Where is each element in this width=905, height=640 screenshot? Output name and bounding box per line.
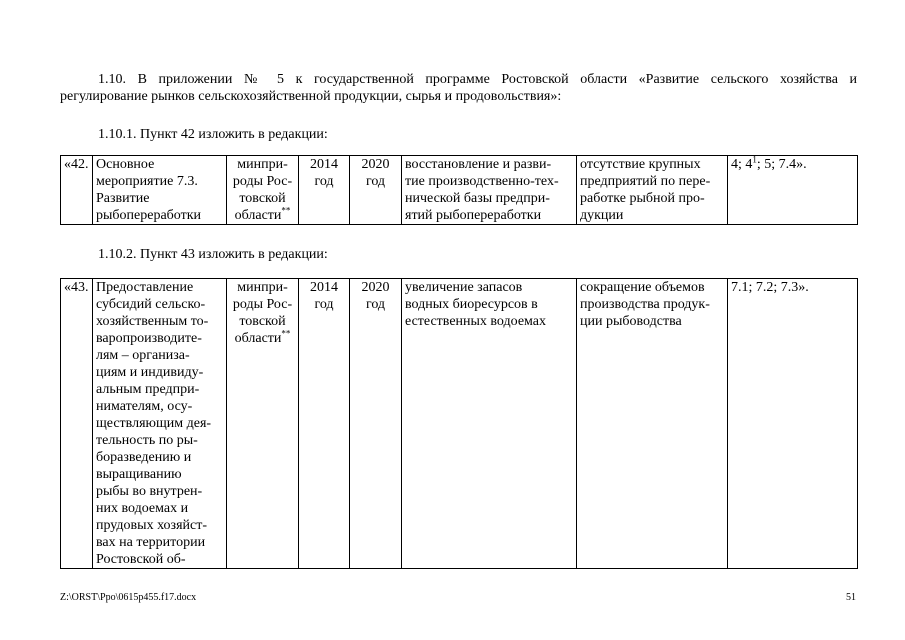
risk-consequence xyxy=(577,279,728,569)
measure-name xyxy=(93,279,227,569)
text-line: циям и индивиду- xyxy=(96,365,204,380)
section-heading-1: 1.10.1. Пункт 42 изложить в редакции: xyxy=(98,127,328,142)
text-line: ции рыбоводства xyxy=(580,314,682,329)
text-line: естественных водоемах xyxy=(405,314,547,329)
table-row xyxy=(61,156,858,225)
text-line: варопроизводите- xyxy=(96,331,202,346)
text-line: роды Рос- xyxy=(232,297,293,312)
text-line: год xyxy=(314,174,334,189)
footnote-mark: ** xyxy=(281,328,291,339)
expected-result xyxy=(402,279,577,569)
text-fragment: области xyxy=(234,331,282,346)
measure-name xyxy=(93,156,227,225)
text-line: восстановление и разви- xyxy=(405,157,552,172)
text-line: роды Рос- xyxy=(232,174,293,189)
footer-file-path: Z:\ORST\Ppo\0615p455.f17.docx xyxy=(60,592,197,603)
text-line: работке рыбной про- xyxy=(580,191,705,206)
text-line: вах на территории xyxy=(96,535,206,550)
text-line: тельность по ры- xyxy=(96,433,198,448)
text-line: рыбопереработки xyxy=(96,208,202,223)
executor xyxy=(227,156,299,225)
text-line: нимателям, осу- xyxy=(96,399,193,414)
text-line: минпри- xyxy=(237,157,288,172)
text-line: 2014 xyxy=(310,280,338,295)
text-line: 2020 xyxy=(361,280,390,295)
start-year xyxy=(299,279,350,569)
end-year xyxy=(350,156,402,225)
table-row xyxy=(61,279,858,569)
text-line: субсидий сельско- xyxy=(96,297,206,312)
item-number: «42. xyxy=(61,156,93,225)
text-line: нической базы предпри- xyxy=(405,191,550,206)
section-heading-2: 1.10.2. Пункт 43 изложить в редакции: xyxy=(98,247,328,262)
text-line: Ростовской об- xyxy=(96,552,186,567)
text-line: 2020 xyxy=(361,157,390,172)
text-line: увеличение запасов xyxy=(405,280,523,295)
text-line: лям – организа- xyxy=(96,348,190,363)
text-line: прудовых хозяйст- xyxy=(96,518,207,533)
indicator-links xyxy=(728,156,858,225)
text-line: отсутствие крупных xyxy=(580,157,701,172)
text-line: год xyxy=(365,297,386,312)
table-item-43 xyxy=(60,278,858,569)
text-line: мероприятие 7.3. xyxy=(96,174,198,189)
text-fragment: 4; 4 xyxy=(731,157,753,172)
text-line: товской xyxy=(239,191,286,206)
text-line: Предоставление xyxy=(96,280,194,295)
paragraph-line-2: регулирование рынков сельскохозяйственной продукции, сырья и продовольствия»: xyxy=(60,89,562,104)
text-line: Основное xyxy=(96,157,155,172)
item-number: «43. xyxy=(61,279,93,569)
text-line: предприятий по пере- xyxy=(580,174,711,189)
text-line: ятий рыбопереработки xyxy=(405,208,542,223)
paragraph-line-1: 1.10. В приложении № 5 к государственной программе Ростовской области «Развитие сельского хозяйства и xyxy=(98,72,857,87)
risk-consequence xyxy=(577,156,728,225)
expected-result xyxy=(402,156,577,225)
text-line: 2014 xyxy=(310,157,338,172)
text-line xyxy=(230,207,295,224)
text-line: боразведению и xyxy=(96,450,192,465)
superscript: 1 xyxy=(752,154,757,165)
text-line: товской xyxy=(239,314,286,329)
executor xyxy=(227,279,299,569)
text-line: производства продук- xyxy=(580,297,710,312)
text-line: год xyxy=(314,297,334,312)
text-line: них водоемах и xyxy=(96,501,189,516)
text-line xyxy=(230,330,295,347)
page-number: 51 xyxy=(846,592,856,603)
footnote-mark: ** xyxy=(281,205,291,216)
text-line: год xyxy=(365,174,386,189)
text-line: хозяйственным то- xyxy=(96,314,209,329)
text-line: ществляющим дея- xyxy=(96,416,212,431)
text-line: рыбы во внутрен- xyxy=(96,484,203,499)
text-line: дукции xyxy=(580,208,624,223)
text-line: тие производственно-тех- xyxy=(405,174,559,189)
start-year xyxy=(299,156,350,225)
table-item-42 xyxy=(60,155,858,225)
text-line: альным предпри- xyxy=(96,382,200,397)
end-year xyxy=(350,279,402,569)
text-line: Развитие xyxy=(96,191,150,206)
text-fragment: области xyxy=(234,208,282,223)
text-line: выращиванию xyxy=(96,467,182,482)
text-line: водных биоресурсов в xyxy=(405,297,538,312)
text-line: сокращение объемов xyxy=(580,280,705,295)
text-line: минпри- xyxy=(237,280,288,295)
text-fragment: ; 5; 7.4». xyxy=(756,157,807,172)
indicator-links: 7.1; 7.2; 7.3». xyxy=(728,279,858,569)
